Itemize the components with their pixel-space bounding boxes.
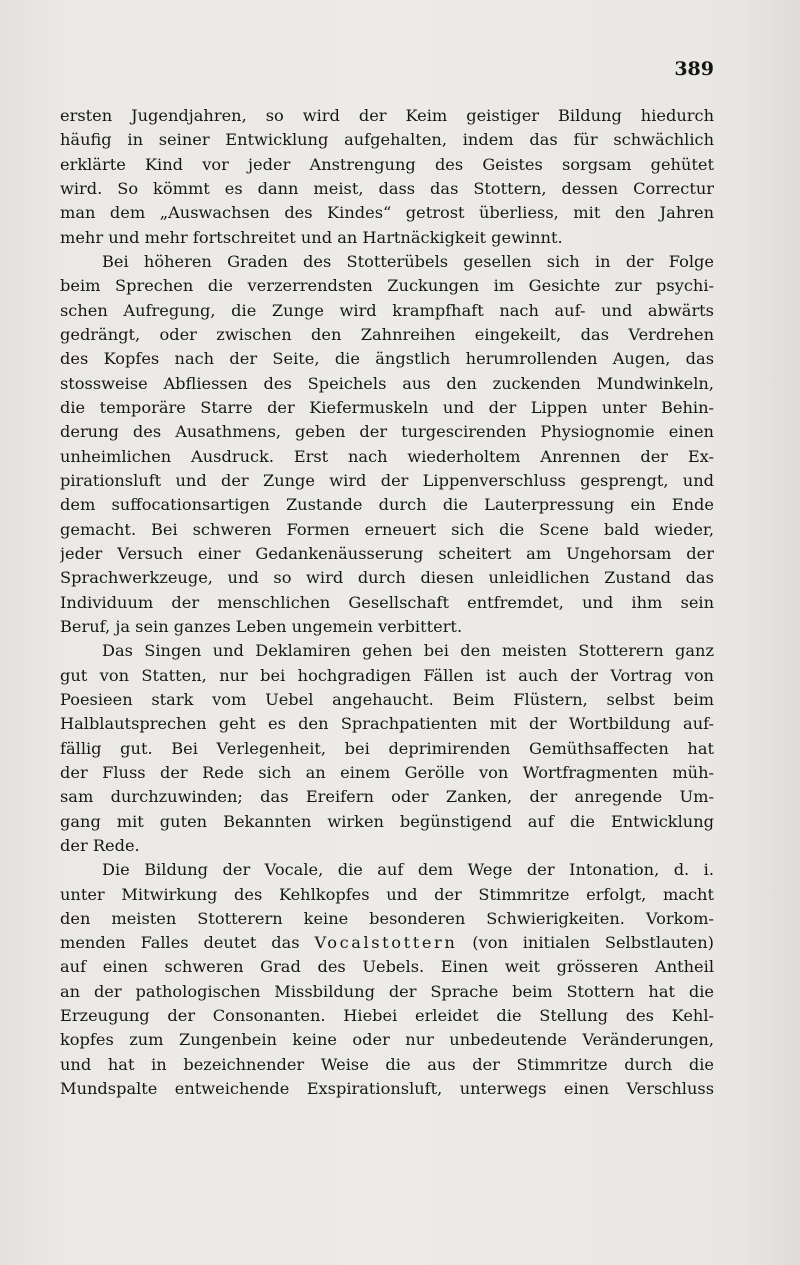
text-line [60, 931, 714, 955]
text-line: erklärte Kind vor jeder Anstrengung des Geistes sorgsam gehütet [60, 154, 714, 174]
text-line: gedrängt, oder zwischen den Zahnreihen eingekeilt, das Verdrehen [60, 324, 714, 344]
text-line: Die Bildung der Vocale, die auf dem Wege der Intonation, d. i. [102, 860, 714, 880]
text-line: man dem „Auswachsen des Kindes“ getrost überliess, mit den Jahren [60, 203, 714, 223]
emphasized-term: Vocalstottern [314, 933, 458, 953]
text-line: häufig in seiner Entwicklung aufgehalten, indem das für schwächlich [60, 130, 714, 150]
text-line: Erzeugung der Consonanten. Hiebei erleidet die Stellung des Kehl- [60, 1006, 714, 1026]
text-line: der Fluss der Rede sich an einem Gerölle von Wortfragmenten müh- [60, 762, 714, 782]
text-line: gang mit guten Bekannten wirken begünstigend auf die Entwicklung [60, 811, 714, 831]
page-number: 389 [674, 58, 714, 80]
text-line: Individuum der menschlichen Gesellschaft entfremdet, und ihm sein [60, 592, 714, 612]
text-line: sam durchzuwinden; das Ereifern oder Zanken, der anregende Um- [60, 787, 714, 807]
text-line: der Rede. [60, 835, 140, 855]
text-line: dem suffocationsartigen Zustande durch die Lauterpressung ein Ende [60, 495, 714, 515]
text-line: ersten Jugendjahren, so wird der Keim geistiger Bildung hiedurch [60, 106, 714, 125]
text-line: auf einen schweren Grad des Uebels. Einen weit grösseren Antheil [60, 957, 714, 977]
text-line: Mundspalte entweichende Exspirationsluft, unterwegs einen Verschluss [60, 1079, 714, 1099]
text-line: jeder Versuch einer Gedankenäusserung scheitert am Ungehorsam der [60, 543, 714, 563]
text-line: Beruf, ja sein ganzes Leben ungemein verbittert. [60, 616, 463, 636]
text-line: an der pathologischen Missbildung der Sprache beim Stottern hat die [60, 981, 714, 1001]
text-line: gut von Statten, nur bei hochgradigen Fällen ist auch der Vortrag von [60, 665, 714, 685]
text-line: die temporäre Starre der Kiefermuskeln und der Lippen unter Behin- [60, 397, 714, 417]
text-line: beim Sprechen die verzerrendsten Zuckungen im Gesichte zur psychi- [60, 276, 714, 296]
text-line: schen Aufregung, die Zunge wird krampfhaft nach auf- und abwärts [60, 300, 714, 320]
text-segment: (von initialen Selbstlauten) [457, 933, 714, 953]
text-line: mehr und mehr fortschreitet und an Hartnäckigkeit gewinnt. [60, 227, 563, 247]
text-line: Halblautsprechen geht es den Sprachpatienten mit der Wortbildung auf- [60, 714, 714, 734]
text-line: fällig gut. Bei Verlegenheit, bei deprimirenden Gemüthsaffecten hat [60, 738, 714, 758]
text-line: Sprachwerkzeuge, und so wird durch diesen unleidlichen Zustand das [60, 568, 714, 588]
body-text [60, 104, 714, 1101]
text-line: kopfes zum Zungenbein keine oder nur unbedeutende Veränderungen, [60, 1030, 714, 1050]
text-line: Poesieen stark vom Uebel angehaucht. Beim Flüstern, selbst beim [60, 689, 714, 709]
text-line: gemacht. Bei schweren Formen erneuert sich die Scene bald wieder, [60, 519, 714, 539]
text-line: unheimlichen Ausdruck. Erst nach wiederholtem Anrennen der Ex- [60, 446, 714, 466]
text-line: pirationsluft und der Zunge wird der Lippenverschluss gesprengt, und [60, 470, 714, 490]
text-line: Das Singen und Deklamiren gehen bei den meisten Stotterern ganz [102, 641, 714, 661]
text-line: und hat in bezeichnender Weise die aus der Stimmritze durch die [60, 1054, 714, 1074]
text-segment: menden Falles deutet das [60, 933, 315, 953]
text-line: wird. So kömmt es dann meist, dass das Stottern, dessen Correctur [60, 178, 714, 198]
text-line: derung des Ausathmens, geben der turgescirenden Physiognomie einen [60, 422, 714, 442]
text-line: den meisten Stotterern keine besonderen Schwierigkeiten. Vorkom- [60, 908, 714, 928]
text-line: des Kopfes nach der Seite, die ängstlich herumrollenden Augen, das [60, 349, 714, 369]
text-line: unter Mitwirkung des Kehlkopfes und der Stimmritze erfolgt, macht [60, 884, 714, 904]
text-line: Bei höheren Graden des Stotterübels gesellen sich in der Folge [102, 251, 714, 271]
text-line: stossweise Abfliessen des Speichels aus den zuckenden Mundwinkeln, [60, 373, 714, 393]
